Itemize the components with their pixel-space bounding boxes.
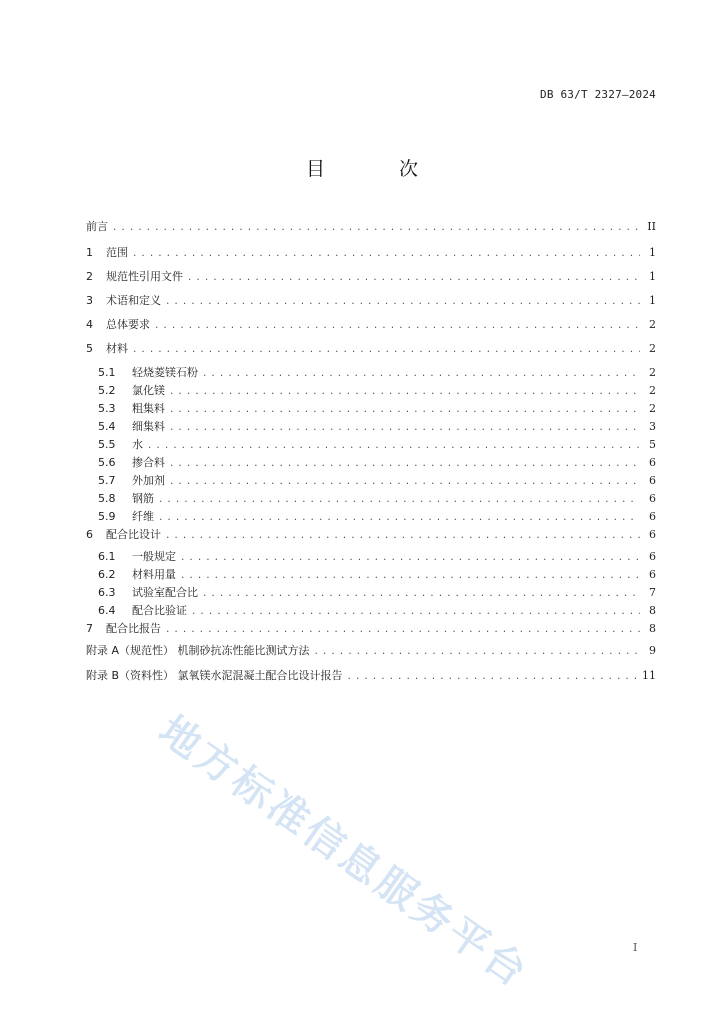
toc-entry[interactable] [86, 508, 656, 526]
toc-entry-page: 1 [649, 270, 656, 283]
toc-entry-number: 5 [86, 342, 93, 355]
toc-entry[interactable] [86, 490, 656, 508]
toc-leader-dots [132, 345, 640, 355]
toc-entry[interactable] [86, 292, 656, 316]
toc-entry-label: 外加剂 [132, 474, 165, 487]
toc-entry[interactable] [86, 364, 656, 382]
toc-entry-number: 5.3 [98, 402, 116, 415]
toc-entry-label: 材料用量 [132, 568, 176, 581]
toc-entry-number: 5.9 [98, 510, 116, 523]
toc-leader-dots [187, 273, 640, 283]
toc-entry-page: 8 [649, 604, 656, 617]
toc-entry-page: 5 [649, 438, 656, 451]
toc-entry[interactable] [86, 340, 656, 364]
toc-entry-page: 2 [649, 342, 656, 355]
toc-entry[interactable] [86, 316, 656, 340]
toc-leader-dots [147, 441, 640, 451]
toc-entry-number: 3 [86, 294, 93, 307]
toc-leader-dots [191, 607, 640, 617]
toc-entry-label: 细集料 [132, 420, 165, 433]
watermark: 地方标准信息服务平台 [150, 707, 538, 998]
toc-entry-page: 1 [649, 246, 656, 259]
toc-entry-label: 掺合料 [132, 456, 165, 469]
document-code: DB 63/T 2327—2024 [540, 88, 656, 101]
toc-entry[interactable] [86, 667, 656, 692]
toc-entry-label: 配合比验证 [132, 604, 187, 617]
toc-entry[interactable] [86, 454, 656, 472]
toc-entry-label: 附录 A（规范性） 机制砂抗冻性能比测试方法 [86, 644, 310, 657]
toc-entry-number: 4 [86, 318, 93, 331]
toc-entry[interactable] [86, 218, 656, 244]
toc-entry-label: 前言 [86, 220, 108, 233]
toc-entry-number: 5.7 [98, 474, 116, 487]
toc-entry-number: 5.2 [98, 384, 116, 397]
toc-entry-label: 总体要求 [106, 318, 150, 331]
toc-entry-label: 附录 B（资料性） 氯氧镁水泥混凝土配合比设计报告 [86, 669, 343, 682]
toc-entry-label: 配合比报告 [106, 622, 161, 635]
toc-leader-dots [180, 571, 640, 581]
toc-entry-page: 6 [649, 510, 656, 523]
toc-entry-page: 3 [649, 420, 656, 433]
toc-entry[interactable] [86, 642, 656, 667]
toc-entry-label: 轻烧菱镁石粉 [132, 366, 198, 379]
toc-entry-label: 试验室配合比 [132, 586, 198, 599]
toc-entry-number: 5.1 [98, 366, 116, 379]
toc-entry[interactable] [86, 526, 656, 548]
toc-entry-page: 2 [649, 384, 656, 397]
toc-entry-number: 5.8 [98, 492, 116, 505]
toc-entry[interactable] [86, 400, 656, 418]
toc-leader-dots [169, 387, 640, 397]
toc-entry-label: 钢筋 [132, 492, 154, 505]
toc-entry-page: 6 [649, 456, 656, 469]
toc-entry-label: 配合比设计 [106, 528, 161, 541]
toc-entry-number: 5.4 [98, 420, 116, 433]
toc-leader-dots [169, 405, 640, 415]
toc-entry-number: 2 [86, 270, 93, 283]
toc-entry[interactable] [86, 566, 656, 584]
toc-entry-label: 规范性引用文件 [106, 270, 183, 283]
toc-entry-page: 6 [649, 568, 656, 581]
toc-leader-dots [202, 589, 640, 599]
toc-leader-dots [154, 321, 640, 331]
toc-leader-dots [165, 625, 640, 635]
toc-entry-page: 11 [642, 669, 656, 682]
toc-entry-number: 6.1 [98, 550, 116, 563]
toc-entry[interactable] [86, 244, 656, 268]
toc-entry[interactable] [86, 418, 656, 436]
toc-entry-number: 6.3 [98, 586, 116, 599]
toc-entry-label: 材料 [106, 342, 128, 355]
toc-entry-number: 6.4 [98, 604, 116, 617]
toc-entry-number: 5.6 [98, 456, 116, 469]
toc-entry[interactable] [86, 472, 656, 490]
toc-entry-number: 6.2 [98, 568, 116, 581]
toc-entry-page: II [647, 220, 656, 233]
toc-leader-dots [169, 423, 640, 433]
toc-entry-number: 5.5 [98, 438, 116, 451]
toc-entry-page: 6 [649, 550, 656, 563]
toc-entry-page: 8 [649, 622, 656, 635]
toc-entry-label: 范围 [106, 246, 128, 259]
toc-entry-number: 6 [86, 528, 93, 541]
toc-leader-dots [180, 553, 640, 563]
toc-entry[interactable] [86, 548, 656, 566]
toc-leader-dots [165, 531, 640, 541]
page-number: I [633, 941, 638, 954]
toc-leader-dots [112, 223, 640, 233]
toc-entry-page: 9 [649, 644, 656, 657]
toc-entry-label: 纤维 [132, 510, 154, 523]
toc-entry-page: 6 [649, 528, 656, 541]
toc-leader-dots [169, 477, 640, 487]
toc-leader-dots [347, 672, 638, 682]
toc-entry-page: 2 [649, 366, 656, 379]
toc-entry-page: 2 [649, 318, 656, 331]
toc-entry-page: 6 [649, 474, 656, 487]
toc-leader-dots [158, 495, 640, 505]
toc-leader-dots [165, 297, 640, 307]
toc-entry-label: 水 [132, 438, 143, 451]
toc-entry[interactable] [86, 602, 656, 620]
toc-entry-page: 7 [649, 586, 656, 599]
toc-entry[interactable] [86, 620, 656, 642]
table-of-contents [86, 218, 656, 692]
toc-leader-dots [169, 459, 640, 469]
toc-entry-label: 粗集料 [132, 402, 165, 415]
toc-entry-label: 术语和定义 [106, 294, 161, 307]
toc-entry-number: 1 [86, 246, 93, 259]
toc-entry[interactable] [86, 436, 656, 454]
toc-entry-label: 氯化镁 [132, 384, 165, 397]
toc-entry-page: 6 [649, 492, 656, 505]
toc-entry[interactable] [86, 382, 656, 400]
toc-leader-dots [314, 647, 640, 657]
toc-entry[interactable] [86, 584, 656, 602]
page-title: 目 次 [305, 158, 453, 180]
toc-entry-page: 2 [649, 402, 656, 415]
toc-leader-dots [132, 249, 640, 259]
toc-entry-page: 1 [649, 294, 656, 307]
toc-entry[interactable] [86, 268, 656, 292]
toc-leader-dots [158, 513, 640, 523]
toc-entry-label: 一般规定 [132, 550, 176, 563]
toc-leader-dots [202, 369, 640, 379]
toc-entry-number: 7 [86, 622, 93, 635]
